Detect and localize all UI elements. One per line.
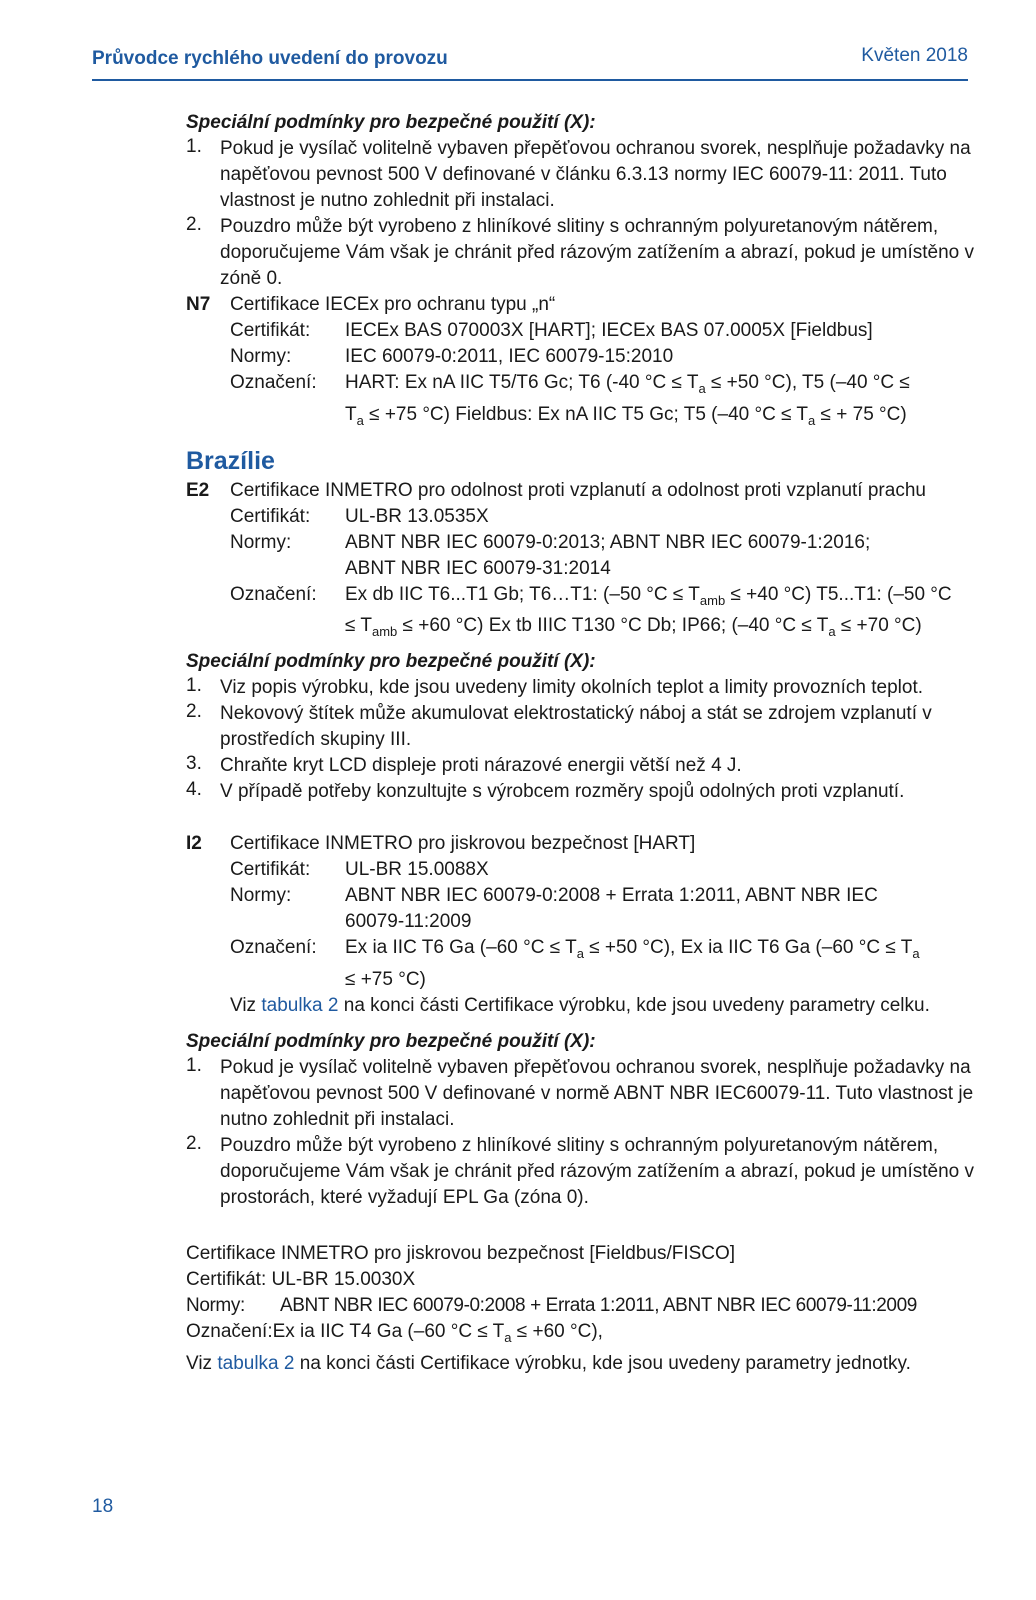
section-title: Certifikace INMETRO pro odolnost proti vzplanutí a odolnost proti vzplanutí prachu [230,479,926,501]
list-item: 3. Chraňte kryt LCD displeje proti nárazové energii větší než 4 J. [186,753,742,777]
marking-row: Označení:Ex ia IIC T4 Ga (–60 $^\circ C \le T_a \le +60$ °C), [186,1320,603,1345]
marking-row: Označení: Ex ia IIC T6 Ga (–60 $^\circ C \le T_a \le +50$ °C), Ex ia IIC T6 Ga (–60 $^\circ C \le T_a$ ≤ +75 °C) [230,937,920,990]
list-item: 4. V případě potřeby konzultujte s výrobcem rozměry spojů odolných proti vzplanutí. [186,779,905,803]
page-number: 18 [92,1496,114,1517]
list-item: 2. Pouzdro může být vyrobeno z hliníkové slitiny s ochranným polyuretanovým nátěrem, doporučujeme Vám však je chránit před rázovým zatížením a abrazí, pokud je umístěno v zóně 0. [186,214,975,289]
marking-row: Označení: Ex db IIC T6...T1 Gb; T6…T1: (–50 $^\circ C \le T_{amb} \le +40$ °C) T5...T1: (–50 °C ≤ $T_{amb} \le +60$ °C) Ex tb IIIC T130 °C Db; IP66; (–40 $^\circ C \le T_a \le +70$ °C) [230,583,952,640]
norms-row: Normy: ABNT NBR IEC 60079-0:2008 + Errata 1:2011, ABNT NBR IEC 60079-11:2009 [230,885,878,933]
table-reference-note: Viz tabulka 2 na konci části Certifikace výrobku, kde jsou uvedeny parametry jednotky. [186,1352,911,1374]
certificate-row: Certifikát: UL-BR 15.0088X [230,859,489,881]
section-i2 [186,831,976,1019]
list-item: 2. Pouzdro může být vyrobeno z hliníkové slitiny s ochranným polyuretanovým nátěrem, doporučujeme Vám však je chránit před rázovým zatížením a abrazí, pokud je umístěno v prostorách, které vyžadují EPL Ga (zóna 0). [186,1132,975,1208]
list-item: 1. Viz popis výrobku, kde jsou uvedeny limity okolních teplot a limity provozních teplot. [186,675,923,699]
document-title: Průvodce rychlého uvedení do provozu [92,48,448,69]
section-heading-brazil: Brazílie [186,446,275,475]
list-item: 2. Nekovový štítek může akumulovat elektrostatický náboj a stát se zdrojem vzplanutí v prostředích skupiny III. [186,701,932,751]
certificate-row: Certifikát: UL-BR 15.0030X [186,1268,416,1290]
table-2-link[interactable]: tabulka 2 [217,1352,295,1374]
certificate-row: Certifikát: IECEx BAS 070003X [HART]; IECEx BAS 07.0005X [Fieldbus] [230,320,873,341]
header-divider [92,79,968,81]
section-title: Certifikace IECEx pro ochranu typu „n“ [230,294,556,315]
section-fisco [186,1241,976,1377]
section-title: Certifikace INMETRO pro jiskrovou bezpečnost [HART] [230,833,696,855]
table-reference-note: Viz tabulka 2 na konci části Certifikace výrobku, kde jsou uvedeny parametry celku. [230,994,930,1016]
list-item: 1. Pokud je vysílač volitelně vybaven přepěťovou ochranou svorek, nesplňuje požadavky na napěťovou pevnost 500 V definované v normě ABNT NBR IEC60079-11. Tuto vlastnost je nutno zohlednit při instalaci. [186,1054,974,1130]
special-conditions-heading: Speciální podmínky pro bezpečné použití (X): [186,651,596,673]
norms-row: Normy: ABNT NBR IEC 60079-0:2008 + Errata 1:2011, ABNT NBR IEC 60079-11:2009 [186,1294,917,1316]
section-code: E2 [186,479,210,501]
table-2-link[interactable]: tabulka 2 [261,994,339,1016]
section-code: N7 [186,294,211,315]
document-date: Květen 2018 [861,45,968,66]
list-item: 1. Pokud je vysílač volitelně vybaven přepěťovou ochranou svorek, nesplňuje požadavky na napěťovou pevnost 500 V definované v článku 6.3.13 normy IEC 60079-11: 2011. Tuto vlastnost je nutno zohlednit při instalaci. [186,136,971,211]
section-e2 [186,478,976,646]
certificate-row: Certifikát: UL-BR 13.0535X [230,505,489,527]
special-conditions-heading: Speciální podmínky pro bezpečné použití (X): [186,1030,596,1052]
page-content [186,108,976,1377]
section-title: Certifikace INMETRO pro jiskrovou bezpečnost [Fieldbus/FISCO] [186,1242,736,1264]
marking-row: Označení: HART: Ex nA IIC T5/T6 Gc; T6 (-40 $^\circ C \le T_a \le +50$ °C), T5 (–40 °C ≤ $T_a \le +75$ °C) Fieldbus: Ex nA IIC T5 Gc; T5 (–40 $^\circ C \le T_a$ ≤ + 75 °C) [230,372,910,428]
norms-row: Normy: ABNT NBR IEC 60079-0:2013; ABNT NBR IEC 60079-1:2016; ABNT NBR IEC 60079-31:2014 [230,531,871,579]
special-conditions-heading: Speciální podmínky pro bezpečné použití (X): [186,112,596,133]
section-n7 [186,292,976,434]
norms-row: Normy: IEC 60079-0:2011, IEC 60079-15:2010 [230,346,674,367]
section-code: I2 [186,833,202,855]
